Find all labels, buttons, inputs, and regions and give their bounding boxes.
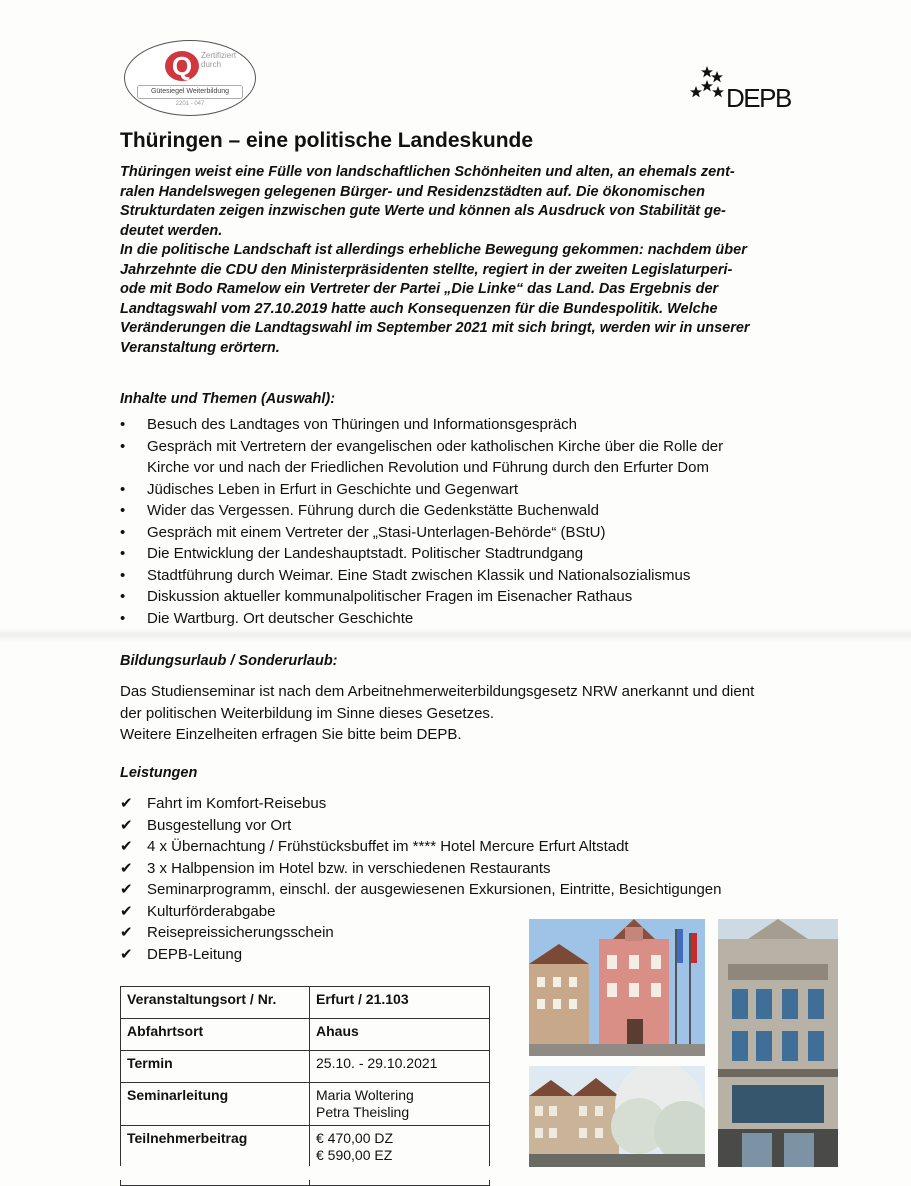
value-line: Maria Woltering	[316, 1087, 414, 1103]
value-line: Erfurt / 21.103	[316, 991, 409, 1007]
education-leave-text	[120, 681, 810, 746]
list-item	[120, 479, 800, 501]
list-item	[120, 815, 820, 837]
bullet-icon: •	[120, 545, 126, 562]
bullet-icon: •	[120, 609, 126, 627]
intro-paragraph-2	[120, 241, 820, 358]
checkmark-icon: ✔	[120, 902, 133, 920]
topic-text: Die Entwicklung der Landeshauptstadt. Politischer Stadtrundgang	[147, 545, 584, 562]
list-item	[120, 608, 800, 630]
page-title: Thüringen – eine politische Landeskunde	[120, 129, 534, 152]
row-value	[310, 1019, 490, 1051]
table-row	[121, 1083, 490, 1126]
service-text: DEPB-Leitung	[147, 945, 243, 963]
intro-line: Strukturdaten zeigen inzwischen gute Werte und können als Ausdruck von Stabilität ge-	[120, 203, 726, 219]
intro-line: ralen Handelswegen gelegenen Bürger- und Residenzstädten auf. Die ökonomischen	[120, 183, 705, 200]
list-item	[120, 944, 820, 966]
topic-text: Stadtführung durch Weimar. Eine Stadt zwischen Klassik und Nationalsozialismus	[147, 566, 691, 584]
service-text: Busgestellung vor Ort	[147, 816, 292, 834]
page-cutoff	[110, 1166, 510, 1180]
row-label: Seminarleitung	[121, 1083, 310, 1126]
intro-line: ode mit Bodo Ramelow ein Vertreter der Partei „Die Linke“ das Land. Das Ergebnis der	[120, 281, 719, 297]
value-line: 25.10. - 29.10.2021	[316, 1055, 438, 1071]
topic-text: Kirche vor und nach der Friedlichen Revolution und Führung durch den Erfurter Dom	[147, 459, 709, 476]
depb-logo	[690, 66, 800, 112]
checkmark-icon: ✔	[120, 795, 133, 812]
topic-text: Jüdisches Leben in Erfurt in Geschichte und Gegenwart	[147, 480, 519, 498]
row-value	[310, 1051, 490, 1083]
topic-text: Besuch des Landtages von Thüringen und Informationsgespräch	[147, 416, 578, 433]
value-line: € 590,00 EZ	[316, 1147, 393, 1163]
list-item	[120, 586, 800, 608]
list-item	[120, 793, 820, 815]
seal-name: Gütesiegel Weiterbildung	[137, 85, 243, 99]
service-text: Fahrt im Komfort-Reisebus	[147, 795, 327, 812]
list-item	[120, 901, 820, 923]
seal-registration: 2201 - 047	[175, 101, 205, 107]
intro-paragraph-1	[120, 163, 820, 241]
topic-text: Wider das Vergessen. Führung durch die Gedenkstätte Buchenwald	[147, 502, 599, 519]
services-heading: Leistungen	[120, 765, 198, 781]
checkmark-icon: ✔	[120, 816, 133, 834]
topic-text: Diskussion aktueller kommunalpolitischer Fragen im Eisenacher Rathaus	[147, 588, 633, 605]
seal-certified-text: Zertifiziert durch	[201, 51, 237, 69]
bullet-icon: •	[120, 566, 126, 584]
checkmark-icon: ✔	[120, 881, 133, 898]
list-item	[120, 836, 820, 858]
paragraph-line: der politischen Weiterbildung im Sinne dieses Gesetzes.	[120, 704, 495, 722]
topic-text: Die Wartburg. Ort deutscher Geschichte	[147, 609, 414, 627]
row-label: Veranstaltungsort / Nr.	[121, 987, 310, 1019]
value-line: Ahaus	[316, 1023, 359, 1039]
photo-ornate-facade	[718, 919, 838, 1167]
list-item	[120, 500, 800, 522]
topic-text: Gespräch mit Vertretern der evangelischen oder katholischen Kirche über die Rolle der	[147, 437, 724, 455]
value-line: Petra Theisling	[316, 1104, 410, 1120]
topics-list	[120, 414, 800, 629]
intro-line: Thüringen weist eine Fülle von landschaftlichen Schönheiten und alten, an ehemals zent-	[120, 164, 735, 180]
certification-seal	[124, 40, 256, 116]
checkmark-icon: ✔	[120, 945, 133, 963]
checkmark-icon: ✔	[120, 838, 133, 855]
intro-line: Jahrzehnte die CDU den Ministerpräsidenten stellte, regiert in der zweiten Legislaturperi-	[120, 261, 733, 278]
paper-fold	[0, 628, 911, 642]
list-item	[120, 858, 820, 880]
bullet-icon: •	[120, 437, 126, 455]
intro-line: deutet werden.	[120, 222, 223, 239]
bullet-icon: •	[120, 502, 126, 519]
row-value	[310, 1083, 490, 1126]
education-leave-heading: Bildungsurlaub / Sonderurlaub:	[120, 653, 338, 669]
row-value	[310, 987, 490, 1019]
details-table	[120, 986, 490, 1186]
list-item	[120, 879, 820, 901]
list-item	[120, 522, 800, 544]
photo-erfurt-houses	[529, 1066, 705, 1167]
depb-wordmark: DEPB	[726, 83, 791, 113]
topic-text: Gespräch mit einem Vertreter der „Stasi-Unterlagen-Behörde“ (BStU)	[147, 523, 606, 541]
table-row	[121, 1051, 490, 1083]
checkmark-icon: ✔	[120, 859, 133, 877]
photo-erfurt-town-hall	[529, 919, 705, 1056]
intro-line: Veränderungen die Landtagswahl im September 2021 mit sich bringt, werden wir in unserer	[120, 320, 750, 336]
value-line: € 470,00 DZ	[316, 1130, 394, 1146]
intro-line: In die politische Landschaft ist allerdings erhebliche Bewegung gekommen: nachdem über	[120, 242, 747, 258]
list-item	[120, 565, 800, 587]
list-item	[120, 436, 800, 479]
bullet-icon: •	[120, 523, 126, 541]
list-item	[120, 414, 800, 436]
table-row	[121, 987, 490, 1019]
service-text: Kulturförderabgabe	[147, 902, 276, 920]
service-text: Reisepreissicherungsschein	[147, 924, 334, 941]
service-text: 4 x Übernachtung / Frühstücksbuffet im **** Hotel Mercure Erfurt Altstadt	[147, 838, 629, 855]
topics-heading: Inhalte und Themen (Auswahl):	[120, 391, 336, 407]
bullet-icon: •	[120, 588, 126, 605]
seal-q-letter: Q	[165, 51, 199, 81]
row-label: Termin	[121, 1051, 310, 1083]
row-label: Abfahrtsort	[121, 1019, 310, 1051]
service-text: 3 x Halbpension im Hotel bzw. in verschiedenen Restaurants	[147, 859, 551, 877]
list-item	[120, 543, 800, 565]
paragraph-line: Das Studienseminar ist nach dem Arbeitnehmerweiterbildungsgesetz NRW anerkannt und dient	[120, 683, 755, 700]
table-row	[121, 1019, 490, 1051]
service-text: Seminarprogramm, einschl. der ausgewiesenen Exkursionen, Eintritte, Besichtigungen	[147, 881, 722, 898]
intro-line: Veranstaltung erörtern.	[120, 339, 280, 356]
list-item	[120, 922, 820, 944]
stars-icon	[690, 66, 726, 106]
intro-text	[120, 163, 820, 358]
bullet-icon: •	[120, 416, 126, 433]
bullet-icon: •	[120, 480, 126, 498]
paragraph-line: Weitere Einzelheiten erfragen Sie bitte beim DEPB.	[120, 726, 462, 743]
row-label: Teilnehmerbeitrag	[121, 1126, 310, 1186]
services-list	[120, 793, 820, 965]
checkmark-icon: ✔	[120, 924, 133, 941]
intro-line: Landtagswahl vom 27.10.2019 hatte auch Konsequenzen für die Bundespolitik. Welche	[120, 300, 718, 317]
